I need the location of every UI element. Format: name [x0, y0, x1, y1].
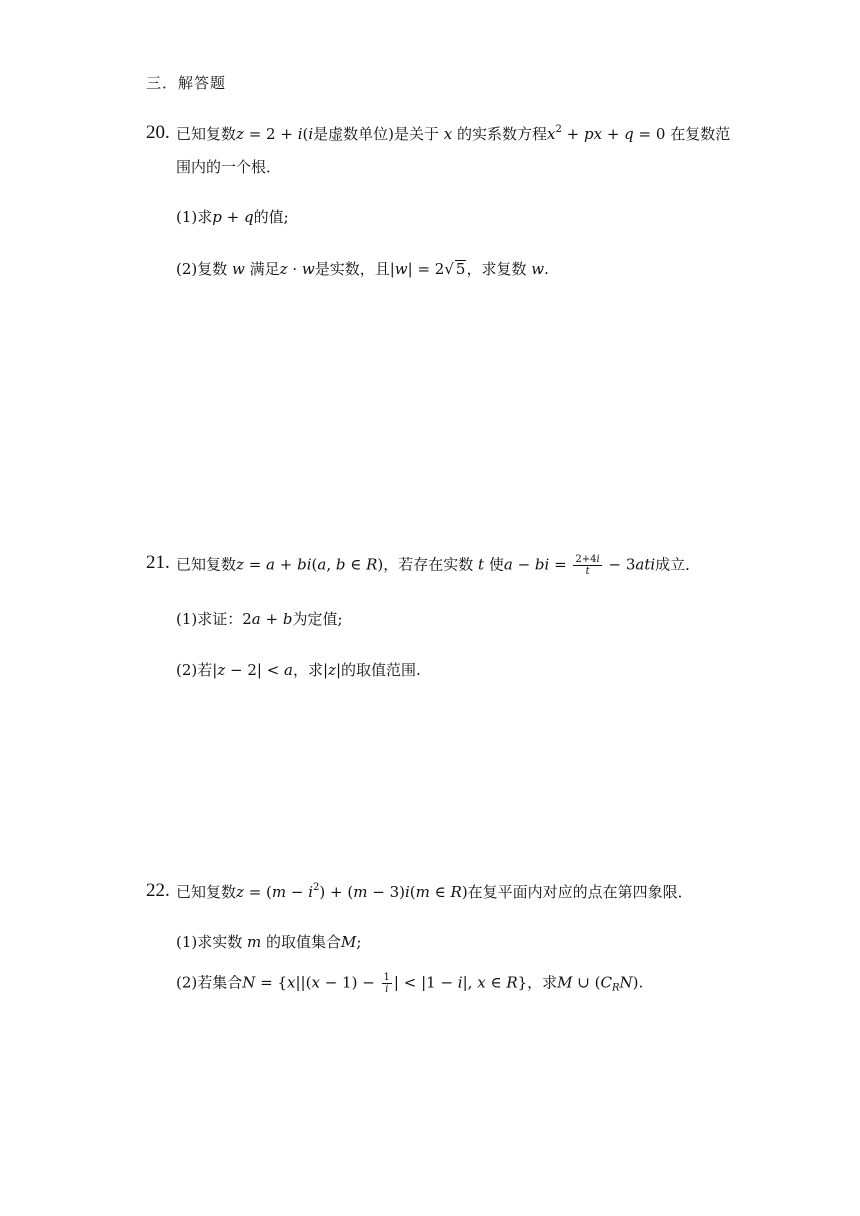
question-20-part-2: (2)复数 w 满足z · w是实数，且|w| = 2√ 5，求复数 w.: [176, 260, 549, 278]
question-20-stem-line-1: 已知复数z = 2 + i(i是虚数单位)是关于 x 的实系数方程$x^2$ + px + q = 0 在复数范: [176, 124, 731, 143]
question-21-part-2: (2)若|z − 2| < a，求|z|的取值范围.: [176, 661, 421, 679]
section-title: 三．解答题: [146, 74, 227, 92]
question-number-20: 20.: [146, 122, 170, 143]
question-20-part-1: (1)求p + q的值;: [176, 208, 289, 226]
fraction: $\frac{1}{i}$: [383, 972, 390, 995]
question-number-21: 21.: [146, 552, 170, 573]
question-22-stem-line-1: 已知复数$z = (m - i^2) + (m - 3)i(m$ ∈ R)在复平面内对应的点在第四象限．: [176, 882, 693, 901]
question-number-22: 22.: [146, 880, 170, 901]
question-20-stem-line-2: 围内的一个根．: [176, 158, 282, 176]
question-22-part-1: (1)求实数 m 的取值集合M;: [176, 933, 362, 951]
fraction: $\frac{2+4i}{t}$: [575, 554, 600, 577]
question-21-stem-line-1: 已知复数z = a + bi(a, b ∈ R)，若存在实数 t 使a − bi = $\frac{2+4i}{t}$ − 3ati成立．: [176, 554, 701, 577]
question-21-part-1: (1)求证：2a + b为定值;: [176, 610, 343, 628]
question-22-part-2: (2)若集合N = {x||(x − 1) − $\frac{1}{i}$ | < |1 − i|, x ∈ R}，求M ∪ $(C_RN)$.: [176, 972, 644, 995]
